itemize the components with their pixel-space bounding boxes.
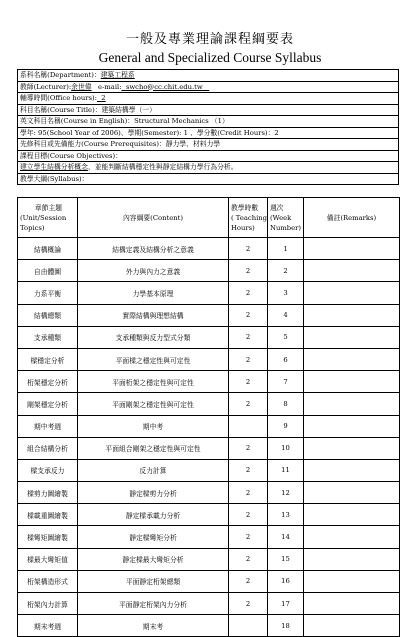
cell-remarks bbox=[304, 526, 400, 548]
cell-week: 3 bbox=[268, 282, 304, 304]
cell-week: 5 bbox=[268, 326, 304, 348]
cell-hours: 2 bbox=[229, 260, 268, 282]
cell-remarks bbox=[304, 437, 400, 459]
table-row bbox=[18, 593, 400, 615]
cell-unit: 期中考週 bbox=[18, 415, 78, 437]
cell-week: 4 bbox=[268, 304, 304, 326]
cell-unit: 剛架穩定分析 bbox=[18, 393, 78, 415]
cell-week: 8 bbox=[268, 393, 304, 415]
table-row bbox=[18, 371, 400, 393]
cell-hours: 2 bbox=[229, 593, 268, 615]
cell-unit: 自由體圖 bbox=[18, 260, 78, 282]
cell-hours: 2 bbox=[229, 548, 268, 570]
unit-header: 章節主題 (Unit/Session Topics) bbox=[18, 198, 78, 238]
week-header: 週次 (Week Number) bbox=[268, 198, 304, 238]
cell-content: 實際結構與理想結構 bbox=[78, 304, 229, 326]
cell-unit: 結構概論 bbox=[18, 238, 78, 260]
cell-remarks bbox=[304, 326, 400, 348]
cell-remarks bbox=[304, 504, 400, 526]
cell-week: 10 bbox=[268, 437, 304, 459]
office-hours-value: 2 bbox=[101, 94, 106, 102]
content-header: 內容綱要(Content) bbox=[78, 198, 229, 238]
cell-remarks bbox=[304, 570, 400, 592]
cell-hours: 2 bbox=[229, 348, 268, 370]
office-hours-row bbox=[18, 93, 398, 105]
objectives-value: 建立學生結構分析概念 bbox=[20, 163, 88, 171]
cell-hours: 2 bbox=[229, 238, 268, 260]
cell-unit: 組合結構分析 bbox=[18, 437, 78, 459]
cell-remarks bbox=[304, 260, 400, 282]
course-info-block bbox=[17, 69, 399, 185]
cell-hours: 2 bbox=[229, 437, 268, 459]
cell-remarks bbox=[304, 371, 400, 393]
cell-content: 期末考 bbox=[78, 615, 229, 637]
cell-remarks bbox=[304, 393, 400, 415]
cell-content: 結構定義及結構分析之意義 bbox=[78, 238, 229, 260]
table-row bbox=[18, 482, 400, 504]
cell-unit: 力系平衡 bbox=[18, 282, 78, 304]
cell-unit: 桁架內力計算 bbox=[18, 593, 78, 615]
cell-unit: 樑載重圖繪製 bbox=[18, 504, 78, 526]
cell-week: 2 bbox=[268, 260, 304, 282]
table-row bbox=[18, 459, 400, 481]
cell-content: 靜定樑承載力分析 bbox=[78, 504, 229, 526]
syllabus-table bbox=[17, 197, 400, 637]
department-row bbox=[18, 70, 398, 82]
cell-remarks bbox=[304, 548, 400, 570]
cell-remarks bbox=[304, 348, 400, 370]
cell-content: 平面靜定桁架總類 bbox=[78, 570, 229, 592]
department-label: 系科名稱(Department)： bbox=[20, 71, 101, 79]
cell-week: 17 bbox=[268, 593, 304, 615]
table-row bbox=[18, 548, 400, 570]
email-label: e-mail: bbox=[98, 82, 122, 91]
cell-unit: 支承種類 bbox=[18, 326, 78, 348]
hours-header: 教學時數 ( Teaching Hours) bbox=[229, 198, 268, 238]
lecturer-value: 余世偉 bbox=[71, 82, 92, 91]
cell-content: 期中考 bbox=[78, 415, 229, 437]
cell-content: 靜定樑剪力分析 bbox=[78, 482, 229, 504]
cell-unit: 樑最大彎矩值 bbox=[18, 548, 78, 570]
cell-hours bbox=[229, 615, 268, 637]
cell-hours: 2 bbox=[229, 371, 268, 393]
lecturer-label: 教師(Lecturer): bbox=[20, 82, 72, 91]
cell-week: 18 bbox=[268, 615, 304, 637]
course-title-row: 科目名稱(Course Title)：建築結構學（一） bbox=[18, 105, 398, 117]
cell-hours: 2 bbox=[229, 482, 268, 504]
objectives-row bbox=[18, 162, 398, 174]
cell-week: 13 bbox=[268, 504, 304, 526]
cell-content: 平面樑之穩定性與可定性 bbox=[78, 348, 229, 370]
year-semester-credit-row: 學年: 95(School Year of 2006)、學期(Semester): 1 、學分數(Credit Hours)：2 bbox=[18, 128, 398, 140]
table-row bbox=[18, 437, 400, 459]
cell-week: 6 bbox=[268, 348, 304, 370]
cell-content: 外力與內力之意義 bbox=[78, 260, 229, 282]
cell-hours: 2 bbox=[229, 282, 268, 304]
cell-content: 力學基本原理 bbox=[78, 282, 229, 304]
cell-remarks bbox=[304, 415, 400, 437]
cell-remarks bbox=[304, 615, 400, 637]
cell-week: 15 bbox=[268, 548, 304, 570]
cell-remarks bbox=[304, 304, 400, 326]
cell-hours: 2 bbox=[229, 304, 268, 326]
cell-unit: 樑彎矩圖繪製 bbox=[18, 526, 78, 548]
table-header-row bbox=[18, 198, 400, 238]
cell-unit: 樑剪力圖繪製 bbox=[18, 482, 78, 504]
cell-week: 1 bbox=[268, 238, 304, 260]
cell-week: 9 bbox=[268, 415, 304, 437]
syllabus-table-body bbox=[18, 238, 400, 637]
cell-remarks bbox=[304, 482, 400, 504]
cell-hours: 2 bbox=[229, 526, 268, 548]
prerequisites-row: 先修科目或先備能力(Course Prerequisites)：靜力學、材料力學 bbox=[18, 139, 398, 151]
table-row bbox=[18, 570, 400, 592]
cell-week: 16 bbox=[268, 570, 304, 592]
table-row bbox=[18, 238, 400, 260]
table-row bbox=[18, 504, 400, 526]
course-english-row: 英文科目名稱(Course in English)：Structural Mechanics （1） bbox=[18, 116, 398, 128]
email-value[interactable]: swcho@cc.chit.edu.tw bbox=[125, 82, 203, 91]
cell-week: 7 bbox=[268, 371, 304, 393]
table-row bbox=[18, 326, 400, 348]
cell-hours bbox=[229, 415, 268, 437]
cell-remarks bbox=[304, 593, 400, 615]
table-row bbox=[18, 615, 400, 637]
objectives-rest: ，並能判斷結構穩定性與靜定結構力學行為分析。 bbox=[87, 163, 238, 171]
title-english: General and Specialized Course Syllabus bbox=[98, 50, 322, 65]
cell-hours: 2 bbox=[229, 570, 268, 592]
cell-remarks bbox=[304, 282, 400, 304]
cell-unit: 結構總類 bbox=[18, 304, 78, 326]
title-chinese: 一般及專業理論課程綱要表 bbox=[125, 32, 294, 47]
cell-content: 靜定樑彎矩分析 bbox=[78, 526, 229, 548]
table-row bbox=[18, 260, 400, 282]
objectives-label-row: 課程目標(Course Objectives)： bbox=[18, 151, 398, 163]
remarks-header: 備註(Remarks) bbox=[304, 198, 400, 238]
table-row bbox=[18, 415, 400, 437]
table-row bbox=[18, 348, 400, 370]
cell-content: 平面組合剛架之穩定性與可定性 bbox=[78, 437, 229, 459]
cell-hours: 2 bbox=[229, 504, 268, 526]
cell-content: 靜定樑最大彎矩分析 bbox=[78, 548, 229, 570]
cell-week: 12 bbox=[268, 482, 304, 504]
cell-hours: 2 bbox=[229, 326, 268, 348]
cell-content: 平面靜定桁架內力分析 bbox=[78, 593, 229, 615]
cell-unit: 桁架穩定分析 bbox=[18, 371, 78, 393]
lecturer-row bbox=[18, 82, 398, 94]
cell-hours: 2 bbox=[229, 393, 268, 415]
table-row bbox=[18, 304, 400, 326]
cell-content: 支承種類與反力型式分類 bbox=[78, 326, 229, 348]
cell-content: 反力計算 bbox=[78, 459, 229, 481]
table-row bbox=[18, 393, 400, 415]
cell-unit: 期末考週 bbox=[18, 615, 78, 637]
cell-unit: 桁架構造形式 bbox=[18, 570, 78, 592]
office-hours-label: 輔導時間(Office hours): bbox=[20, 94, 97, 102]
cell-unit: 樑支承反力 bbox=[18, 459, 78, 481]
cell-content: 平面剛架之穩定性與可定性 bbox=[78, 393, 229, 415]
cell-remarks bbox=[304, 238, 400, 260]
cell-remarks bbox=[304, 459, 400, 481]
cell-content: 平面桁架之穩定性與可定性 bbox=[78, 371, 229, 393]
cell-week: 11 bbox=[268, 459, 304, 481]
cell-unit: 樑穩定分析 bbox=[18, 348, 78, 370]
table-row bbox=[18, 282, 400, 304]
table-row bbox=[18, 526, 400, 548]
cell-hours: 2 bbox=[229, 459, 268, 481]
cell-week: 14 bbox=[268, 526, 304, 548]
department-value: 建築工程系 bbox=[100, 71, 135, 79]
syllabus-label-row: 教學大綱(Syllabus)： bbox=[18, 174, 398, 186]
